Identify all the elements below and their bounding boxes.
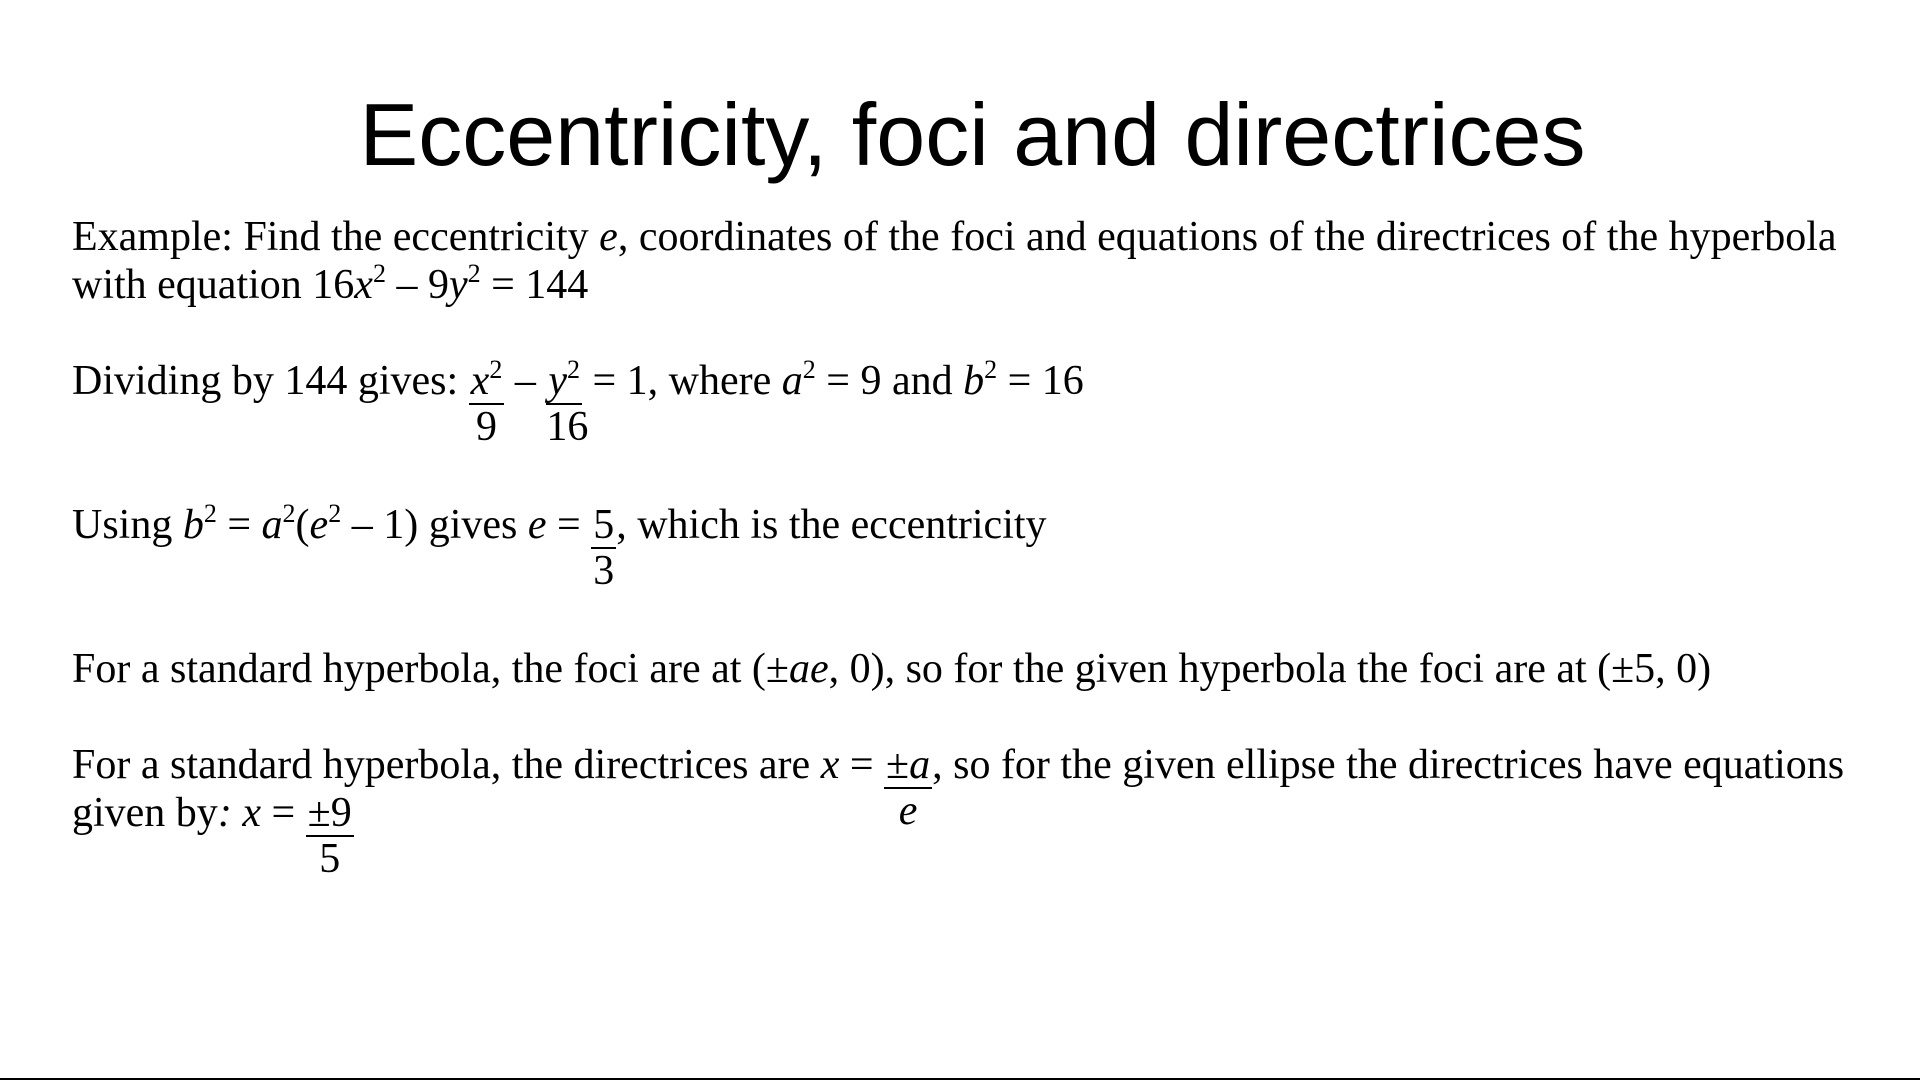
exponent: 2 [566,355,580,384]
exponent: 2 [328,499,342,528]
directrices-text: = [839,742,885,788]
fraction-denominator: 5 [319,836,341,882]
eccentricity-symbol: e [599,214,618,260]
using-text: ( [295,502,310,548]
variable-x: x [354,262,373,308]
variable-y: y [548,358,567,404]
dividing-text: = 1, where [581,358,782,404]
variable-ae: ae [788,646,829,692]
dividing-text: = 9 and [815,358,964,404]
variable-a: a [909,742,931,788]
dividing-text: Dividing by 144 gives: [72,358,469,404]
directrices-colon: : [217,790,243,836]
fraction-5-over-3 [591,501,616,594]
fraction-numerator [546,355,582,405]
directrices-text: , so for the given ellipse the directrices have equations [932,742,1845,788]
foci-text: , 0), so for the given hyperbola the foci are at (±5, 0) [828,646,1712,692]
fraction-denominator: 3 [593,548,615,594]
example-line-2 [72,261,588,309]
fraction-a-over-e [884,741,932,834]
fraction-9-over-5 [306,789,354,882]
example-text: Example: Find the eccentricity [72,214,600,260]
exponent: 2 [802,355,816,384]
using-text: = [546,502,592,548]
example-text: , coordinates of the foci and equations of the directrices of the hyperbola [617,214,1837,260]
variable-y: y [448,262,468,308]
variable-b: b [182,502,204,548]
using-text: Using [72,502,183,548]
plus-minus-sign: ± [886,742,910,788]
fraction-numerator: ±9 [307,790,352,836]
variable-x: x [470,358,490,404]
exponent: 2 [372,259,386,288]
exponent: 2 [489,355,503,384]
variable-e: e [527,502,547,548]
variable-e: e [309,502,329,548]
directrices-text: = [260,790,306,836]
exponent: 2 [984,355,998,384]
exponent: 2 [282,499,296,528]
variable-x: x [820,742,840,788]
dividing-line [72,355,1084,450]
variable-a: a [261,502,283,548]
fraction-y-over-16 [546,355,589,450]
directrices-line-2 [72,789,354,882]
directrices-text: For a standard hyperbola, the directrices are [72,742,821,788]
using-text: – 1) gives [341,502,528,548]
foci-text: For a standard hyperbola, the foci are at (± [72,646,789,692]
minus-sign: – [504,358,547,404]
fraction-denominator: e [898,788,918,834]
directrices-text: given by [72,790,218,836]
exponent: 2 [203,499,217,528]
equation-text: = 144 [480,262,589,308]
using-line [72,499,1047,594]
fraction-numerator [469,355,505,405]
fraction-numerator: 5 [593,502,615,548]
equation-text: with equation 16 [72,262,355,308]
fraction-numerator [884,743,932,789]
exponent: 2 [467,259,481,288]
example-line-1 [72,213,1837,261]
using-text: , which is the eccentricity [616,502,1047,548]
dividing-text: = 16 [997,358,1084,404]
using-text: = [216,502,262,548]
variable-x: x [242,790,261,836]
fraction-denominator: 16 [546,404,589,450]
foci-line [72,645,1711,693]
variable-b: b [963,358,985,404]
equation-text: – 9 [385,262,449,308]
fraction-x-over-9 [469,355,505,450]
fraction-denominator: 9 [476,404,497,450]
variable-a: a [781,358,803,404]
slide-title: Eccentricity, foci and directrices [359,85,1586,184]
